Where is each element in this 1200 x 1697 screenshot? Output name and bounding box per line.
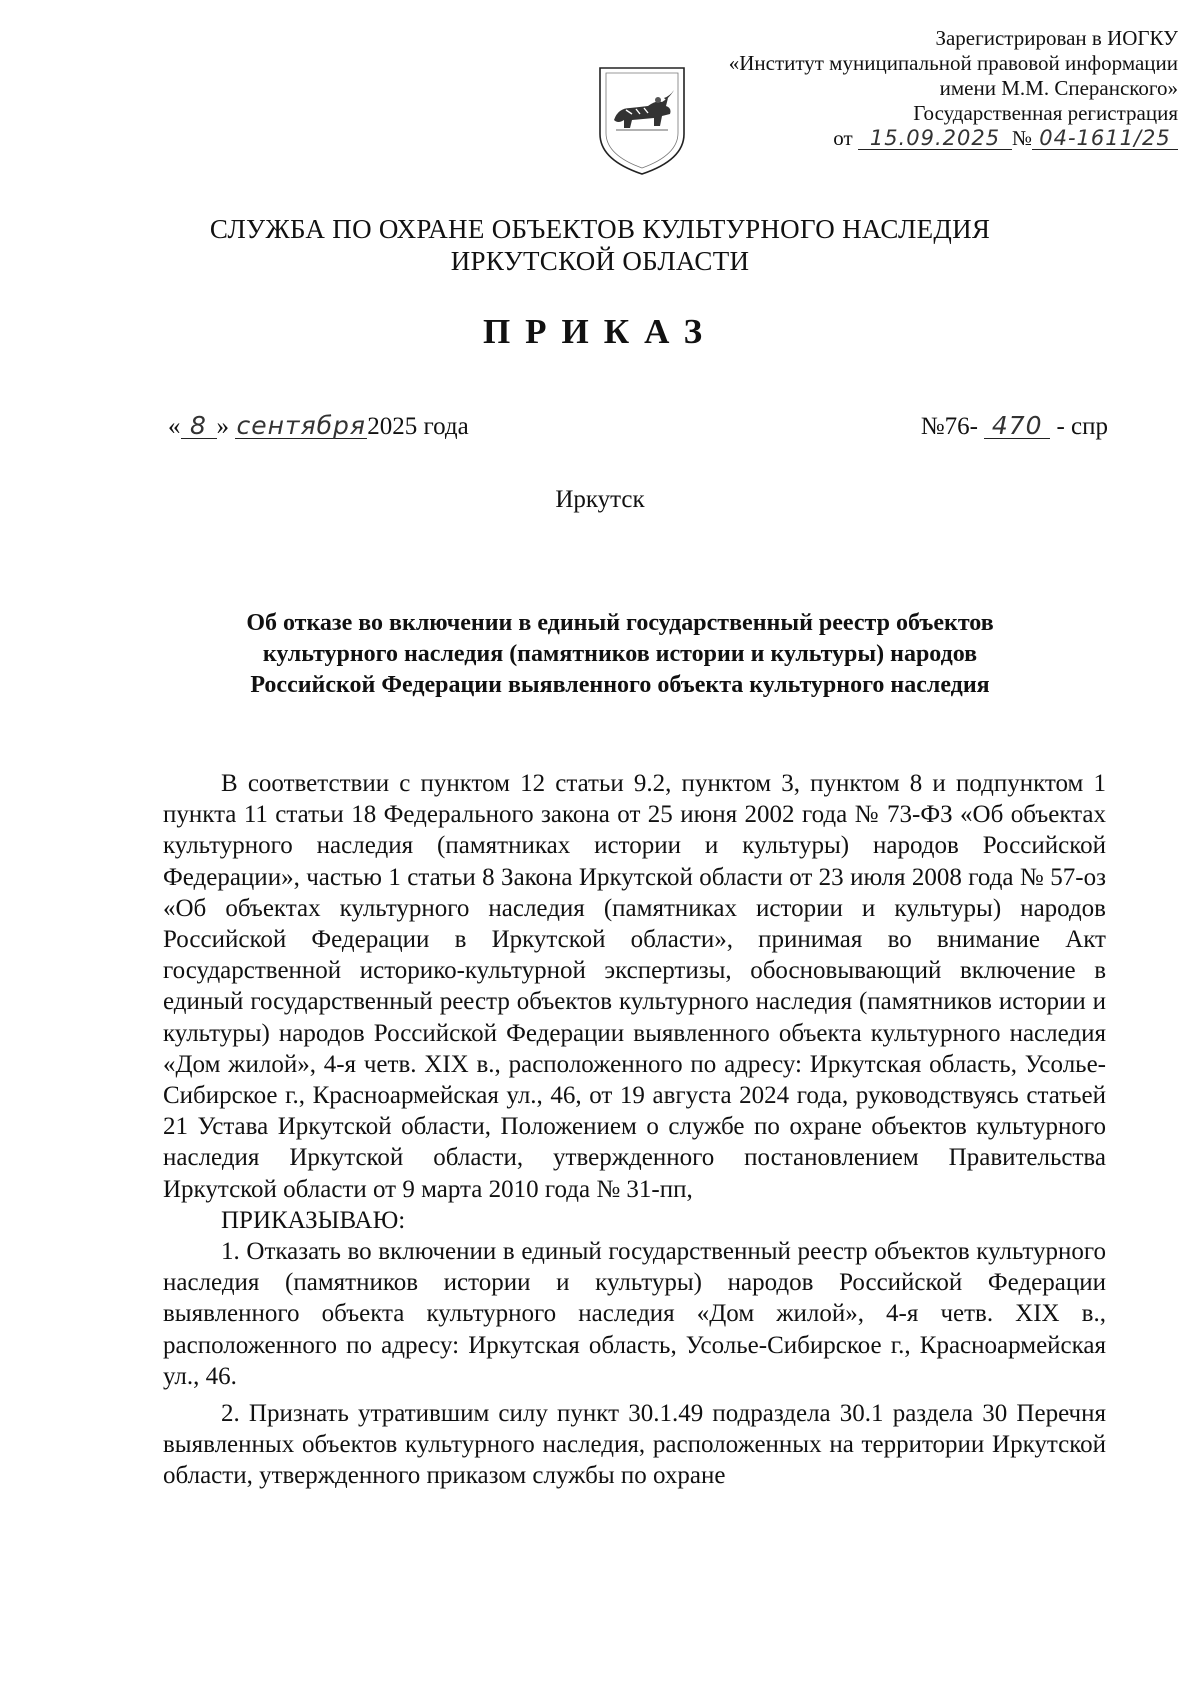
date-open-quote: «: [168, 413, 181, 440]
date-year: 2025 года: [367, 413, 469, 440]
registration-date-line: [618, 126, 1178, 151]
number-value: 470: [984, 414, 1050, 439]
order-body: [163, 768, 1106, 1492]
preamble-paragraph: В соответствии с пунктом 12 статьи 9.2, пунктом 3, пунктом 8 и подпунктом 1 пункта 11 статьи 18 Федерального закона от 25 июня 2002 года № 73-ФЗ «Об объектах культурного наследия (памятниках истории и культуры) народов Российской Федерации», частью 1 статьи 8 Закона Иркутской области от 23 июля 2008 года № 57-оз «Об объектах культурного наследия (памятниках истории и культуры) народов Российской Федерации в Иркутской области», принимая во внимание Акт государственной историко-культурной экспертизы, обосновывающий включение в единый государственный реестр объектов культурного наследия (памятников истории и культуры) народов Российской Федерации выявленного объекта культурного наследия «Дом жилой», 4-я четв. XIX в., расположенного по адресу: Иркутская область, Усолье-Сибирское г., Красноармейская ул., 46, от 19 августа 2024 года, руководствуясь статьей 21 Устава Иркутской области, Положением о службе по охране объектов культурного наследия Иркутской области, утвержденного постановлением Правительства Иркутской области от 9 марта 2010 года № 31-пп,: [163, 770, 1106, 1203]
number-suffix: - спр: [1056, 413, 1108, 440]
subject-line: культурного наследия (памятников истории и культуры) народов: [262, 641, 978, 667]
registration-line: «Институт муниципальной правовой информации: [728, 51, 1178, 75]
registration-line: Государственная регистрация: [913, 101, 1178, 125]
subject-line: Об отказе во включении в единый государственный реестр объектов: [246, 610, 994, 636]
date-month: сентября: [236, 411, 366, 440]
place-of-issue: Иркутск: [555, 486, 645, 513]
number-prefix: №76-: [920, 413, 978, 440]
registration-date-prefix: от: [833, 126, 853, 150]
order-item-2: 2. Признать утратившим силу пункт 30.1.49 подраздела 30.1 раздела 30 Перечня выявленных объектов культурного наследия, расположенных на территории Иркутской области, утвержденного приказом службы по охране: [163, 1400, 1106, 1490]
document-type-title: ПРИКАЗ: [482, 312, 718, 351]
registration-block: [618, 26, 1178, 151]
irkutsk-coat-of-arms-icon: [596, 64, 688, 178]
issuing-authority: [0, 213, 1200, 277]
subject-line: Российской Федерации выявленного объекта культурного наследия: [250, 672, 990, 698]
authority-line: ИРКУТСКОЙ ОБЛАСТИ: [450, 246, 750, 276]
registration-date-value: 15.09.2025: [858, 127, 1012, 150]
registration-line: имени М.М. Сперанского»: [939, 76, 1178, 100]
registration-number-value: 04-1611/25: [1032, 127, 1178, 150]
order-number: [921, 413, 1108, 441]
authority-line: СЛУЖБА ПО ОХРАНЕ ОБЪЕКТОВ КУЛЬТУРНОГО НАСЛЕДИЯ: [209, 214, 991, 244]
order-subject: [150, 608, 1090, 701]
order-item-1: 1. Отказать во включении в единый государственный реестр объектов культурного наследия (памятников истории и культуры) народов Российской Федерации выявленного объекта культурного наследия «Дом жилой», 4-я четв. XIX в., расположенного по адресу: Иркутская область, Усолье-Сибирское г., Красноармейская ул., 46.: [163, 1238, 1106, 1390]
order-date: [168, 413, 469, 441]
registration-line: Зарегистрирован в ИОГКУ: [935, 26, 1178, 50]
date-day: 8: [181, 414, 217, 439]
registration-number-prefix: №: [1011, 126, 1032, 150]
date-close-quote: »: [216, 413, 229, 440]
order-word: ПРИКАЗЫВАЮ:: [221, 1206, 406, 1234]
